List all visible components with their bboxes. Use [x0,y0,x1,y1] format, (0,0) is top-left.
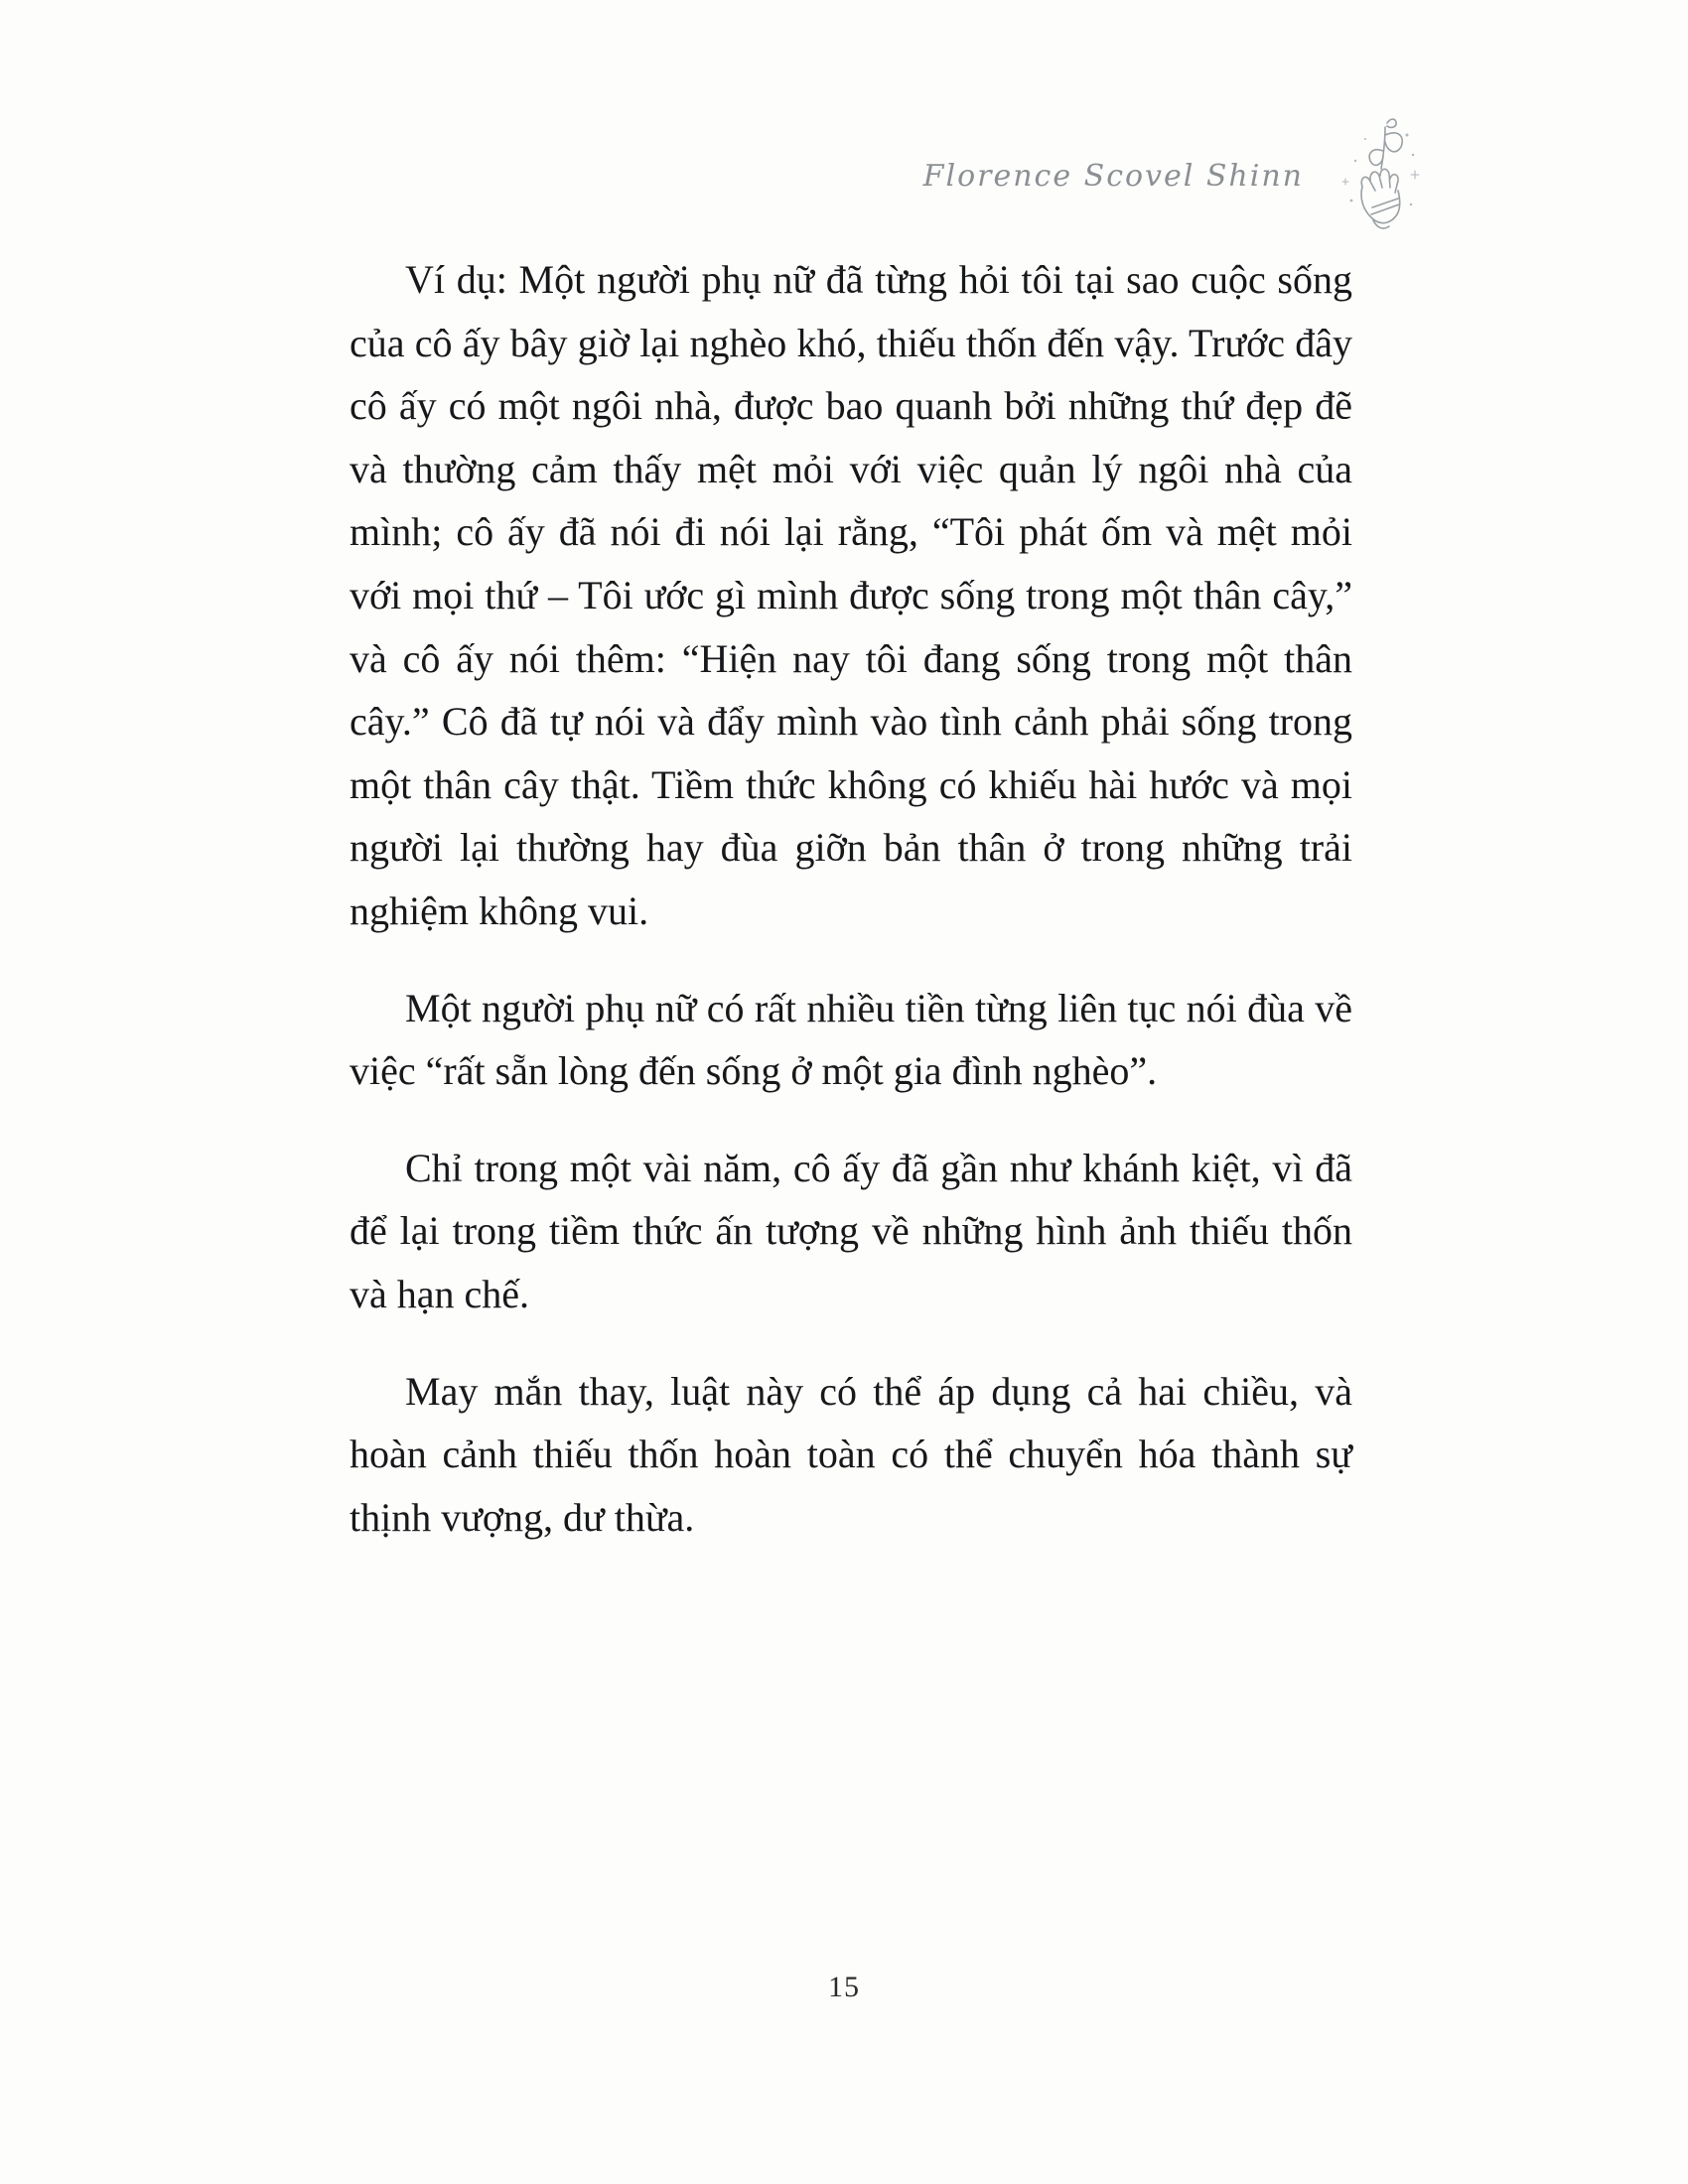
page-body [350,248,1352,1549]
page-number: 15 [828,1971,860,2003]
running-head [923,109,1425,243]
paragraph: May mắn thay, luật này có thể áp dụng cả hai chiều, và hoàn cảnh thiếu thốn hoàn toàn có thể chuyển hóa thành sự thịnh vượng, dư thừa. [350,1368,1352,1540]
hand-holding-sprout-icon [1330,109,1425,243]
author-name: Florence Scovel Shinn [922,159,1304,194]
paragraph: Ví dụ: Một người phụ nữ đã từng hỏi tôi tại sao cuộc sống của cô ấy bây giờ lại nghèo khó, thiếu thốn đến vậy. Trước đây cô ấy có một ngôi nhà, được bao quanh bởi những thứ đẹp đẽ và thường cảm thấy mệt mỏi với việc quản lý ngôi nhà của mình; cô ấy đã nói đi nói lại rằng, “Tôi phát ốm và mệt mỏi với mọi thứ – Tôi ước gì mình được sống trong một thân cây,” và cô ấy nói thêm: “Hiện nay tôi đang sống trong một thân cây.” Cô đã tự nói và đẩy mình vào tình cảnh phải sống trong một thân cây thật. Tiềm thức không có khiếu hài hước và mọi người lại thường hay đùa giỡn bản thân ở trong những trải nghiệm không vui. [350,257,1352,933]
paragraph: Chỉ trong một vài năm, cô ấy đã gần như khánh kiệt, vì đã để lại trong tiềm thức ấn tượng về những hình ảnh thiếu thốn và hạn chế. [350,1145,1352,1316]
paragraph: Một người phụ nữ có rất nhiều tiền từng liên tục nói đùa về việc “rất sẵn lòng đến sống ở một gia đình nghèo”. [350,985,1352,1094]
